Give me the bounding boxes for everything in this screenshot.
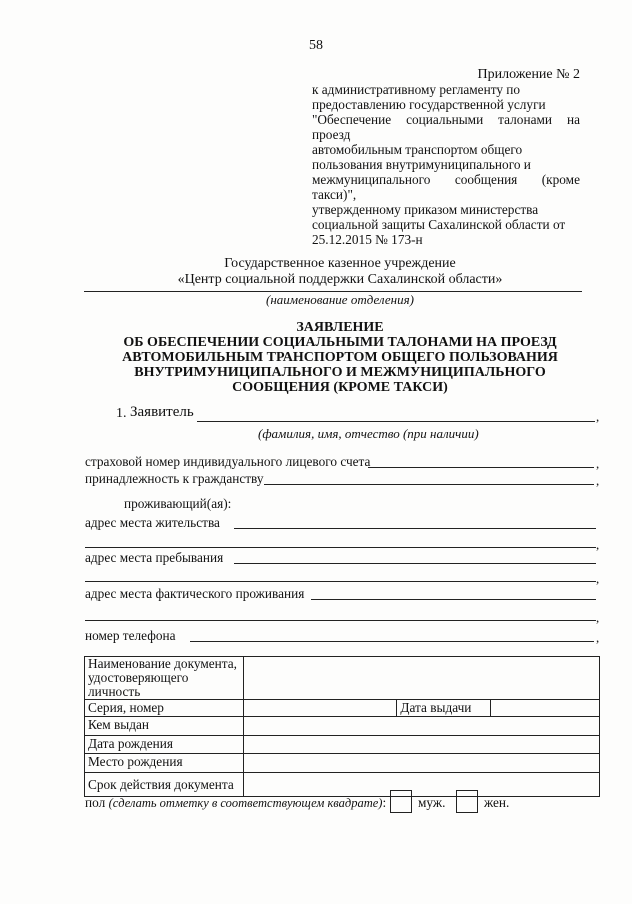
validity-value[interactable] [243,773,599,797]
document-subtitle-line: СООБЩЕНИЯ (КРОМЕ ТАКСИ) [232,380,448,395]
birth-date-value[interactable] [243,736,599,754]
appendix-line: к административному регламенту по [312,82,521,97]
appendix-line: автомобильным транспортом общего [312,142,523,157]
comma: , [596,537,600,552]
document-subtitle-line: ВНУТРИМУНИЦИПАЛЬНОГО И МЕЖМУНИЦИПАЛЬНОГО [134,365,546,380]
stay-address-label: адрес места пребывания [85,550,224,565]
male-label: муж. [418,795,446,810]
series-number-value[interactable] [243,700,397,717]
female-label: жен. [484,795,510,810]
organization-line-1: Государственное казенное учреждение [224,256,456,271]
male-checkbox[interactable] [390,790,412,813]
table-row [85,700,600,717]
phone-field[interactable] [190,641,594,642]
appendix-line: 25.12.2015 № 173-н [312,232,423,247]
comma: , [596,630,600,645]
department-caption: (наименование отделения) [266,292,414,307]
applicant-caption: (фамилия, имя, отчество (при наличии) [258,426,479,441]
residence-address-field-2[interactable] [85,547,596,548]
appendix-line: социальной защиты Сахалинской области от [312,217,566,232]
citizenship-label: принадлежность к гражданству [85,471,264,486]
applicant-label: Заявитель [130,404,194,420]
actual-address-field[interactable] [311,599,596,600]
organization-line-2: «Центр социальной поддержки Сахалинской области» [177,272,503,287]
document-subtitle-line: ОБ ОБЕСПЕЧЕНИИ СОЦИАЛЬНЫМИ ТАЛОНАМИ НА ПРОЕЗД [123,335,557,350]
page-number: 58 [309,38,323,53]
table-row [85,657,600,700]
appendix-line: предоставлению государственной услуги [312,97,546,112]
comma: , [596,456,600,471]
snils-label: страховой номер индивидуального лицевого счета [85,454,371,469]
residence-address-label: адрес места жительства [85,515,220,530]
gender-colon: : [382,795,387,810]
residing-label: проживающий(ая): [124,496,232,511]
issue-date-value[interactable] [491,700,600,717]
document-subtitle-line: АВТОМОБИЛЬНЫМ ТРАНСПОРТОМ ОБЩЕГО ПОЛЬЗОВАНИЯ [122,350,558,365]
issued-by-label: Кем выдан [85,717,244,736]
actual-address-label: адрес места фактического проживания [85,586,305,601]
citizenship-field[interactable] [264,484,594,485]
comma: , [596,409,600,424]
issued-by-value[interactable] [243,717,599,736]
phone-label: номер телефона [85,628,176,643]
stay-address-field[interactable] [234,563,596,564]
table-row [85,754,600,773]
comma: , [596,571,600,586]
gender-prefix: пол [85,795,106,810]
comma: , [596,610,600,625]
appendix-line: пользования внутримуниципального и [312,157,531,172]
comma: , [596,473,600,488]
actual-address-field-2[interactable] [85,620,596,621]
stay-address-field-2[interactable] [85,581,596,582]
table-row [85,736,600,754]
doc-name-label: Наименование документа, удостоверяющего личность [85,657,244,700]
validity-label: Срок действия документа [85,773,244,797]
identity-document-table [84,656,600,797]
snils-field[interactable] [368,467,594,468]
appendix-title: Приложение № 2 [477,67,580,82]
applicant-name-field[interactable] [197,421,595,422]
applicant-number: 1. [116,406,127,421]
birth-date-label: Дата рождения [85,736,244,754]
table-row [85,773,600,797]
female-checkbox[interactable] [456,790,478,813]
appendix-body [312,82,580,247]
residence-address-field[interactable] [234,528,596,529]
issue-date-label: Дата выдачи [397,700,491,717]
document-title: ЗАЯВЛЕНИЕ [296,320,384,335]
series-number-label: Серия, номер [85,700,244,717]
gender-hint: (сделать отметку в соответствующем квадрате) [108,796,383,810]
birth-place-value[interactable] [243,754,599,773]
birth-place-label: Место рождения [85,754,244,773]
table-row [85,717,600,736]
appendix-line: утвержденному приказом министерства [312,202,539,217]
appendix-line: межмуниципального сообщения (кроме такси)", [312,172,580,202]
doc-name-value[interactable] [243,657,599,700]
gender-label [85,795,386,811]
appendix-line: "Обеспечение социальными талонами на проезд [312,112,580,142]
